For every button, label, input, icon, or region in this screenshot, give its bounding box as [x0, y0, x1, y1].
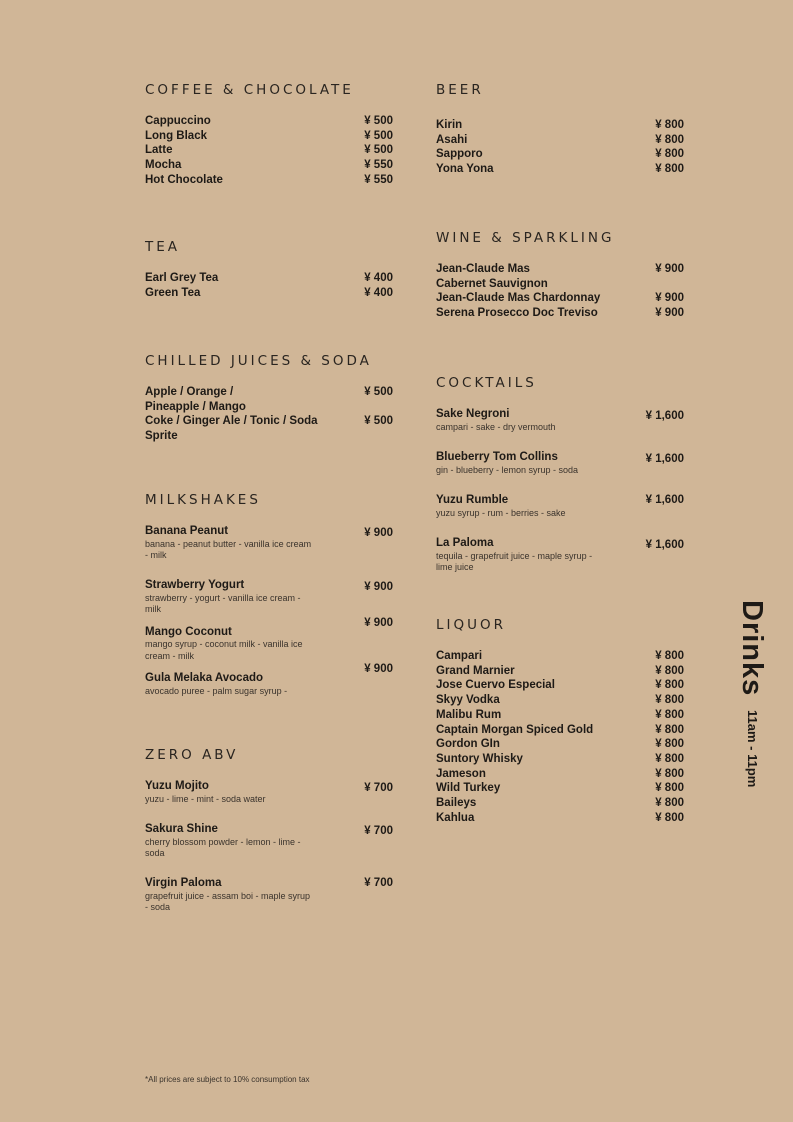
- section-tea: [145, 239, 395, 300]
- item-name: Yuzu Rumble: [436, 494, 509, 506]
- item-name: Wild Turkey: [436, 782, 501, 795]
- menu-item: [436, 752, 686, 767]
- menu-item: [436, 306, 686, 321]
- menu-item: [436, 162, 686, 177]
- side-title: [735, 600, 768, 788]
- section-liquor: [436, 617, 686, 825]
- item-price: ¥ 800: [655, 163, 684, 176]
- item-name: Malibu Rum: [436, 708, 502, 721]
- menu-item: [145, 822, 395, 859]
- menu-item: [145, 779, 395, 805]
- menu-item: [145, 271, 395, 286]
- menu-item: [436, 678, 686, 693]
- menu-item: [436, 493, 686, 519]
- item-name: Apple / Orange / Pineapple / Mango: [145, 386, 246, 413]
- item-name: Sake Negroni: [436, 408, 510, 420]
- menu-item: [436, 781, 686, 796]
- item-name: Skyy Vodka: [436, 694, 500, 707]
- section-milkshakes: [145, 492, 395, 697]
- item-price: ¥ 900: [364, 527, 393, 539]
- item-name: Jean-Claude Mas Chardonnay: [436, 292, 601, 305]
- section-cocktails: [436, 375, 686, 573]
- item-price: ¥ 800: [655, 119, 684, 131]
- menu-item: [145, 129, 395, 144]
- section-title: TEA: [145, 239, 181, 255]
- item-name: Grand Marnier: [436, 664, 515, 677]
- item-name: Sakura Shine: [145, 823, 218, 835]
- menu-item: [436, 737, 686, 752]
- menu-item: [145, 578, 395, 615]
- item-price: ¥ 900: [364, 581, 393, 594]
- item-name: Earl Grey Tea: [145, 272, 219, 284]
- menu-item: [145, 662, 395, 697]
- item-price: ¥ 1,600: [645, 410, 684, 422]
- item-description: campari - sake - dry vermouth: [436, 421, 556, 432]
- menu-item: [436, 664, 686, 679]
- item-name: Kahlua: [436, 811, 475, 824]
- item-name: Yona Yona: [436, 163, 494, 176]
- menu-item: [145, 524, 395, 561]
- section-coffee-chocolate: [145, 82, 395, 188]
- item-price: ¥ 1,600: [645, 539, 684, 551]
- menu-item: [145, 385, 395, 414]
- item-name: Blueberry Tom Collins: [436, 451, 558, 463]
- menu-item: [145, 143, 395, 158]
- item-name: La Paloma: [436, 537, 494, 549]
- item-price: ¥ 800: [655, 723, 684, 736]
- item-price: ¥ 800: [655, 708, 684, 721]
- item-price: ¥ 800: [655, 148, 684, 161]
- menu-item: [436, 723, 686, 738]
- item-price: ¥ 550: [364, 173, 393, 186]
- item-price: ¥ 800: [655, 738, 684, 751]
- item-price: ¥ 800: [655, 782, 684, 795]
- section-title: LIQUOR: [436, 617, 507, 633]
- item-name: Jean-Claude Mas Cabernet Sauvignon: [436, 263, 548, 290]
- item-price: ¥ 500: [364, 144, 393, 157]
- item-name: Gordon GIn: [436, 738, 500, 751]
- item-price: ¥ 800: [655, 797, 684, 810]
- item-price: ¥ 1,600: [645, 453, 684, 465]
- section-title: COCKTAILS: [436, 375, 537, 391]
- item-description: strawberry - yogurt - vanilla ice cream - milk: [145, 593, 301, 615]
- menu-item: [436, 133, 686, 148]
- item-price: ¥ 500: [364, 386, 393, 398]
- menu-item: [436, 118, 686, 133]
- item-price: ¥ 800: [655, 811, 684, 824]
- item-name: Strawberry Yogurt: [145, 579, 245, 592]
- section-title: BEER: [436, 82, 484, 98]
- item-name: Serena Prosecco Doc Treviso: [436, 307, 598, 320]
- item-price: ¥ 800: [655, 679, 684, 692]
- menu-item: [436, 407, 686, 433]
- item-name: Banana Peanut: [145, 525, 229, 537]
- item-name: Captain Morgan Spiced Gold: [436, 723, 594, 736]
- opening-hours: 11am - 11pm: [745, 710, 760, 788]
- section-title: MILKSHAKES: [145, 492, 261, 508]
- menu-title: Drinks: [736, 600, 768, 697]
- item-description: yuzu syrup - rum - berries - sake: [436, 507, 566, 518]
- item-name: Baileys: [436, 797, 477, 810]
- item-name: Coke / Ginger Ale / Tonic / Soda Sprite: [145, 415, 318, 443]
- item-price: ¥ 500: [364, 415, 393, 428]
- item-name: Mocha: [145, 159, 182, 172]
- menu-item: [145, 173, 395, 188]
- item-price: ¥ 550: [364, 159, 393, 172]
- menu-item: [145, 414, 395, 443]
- section-title: WINE & SPARKLING: [436, 230, 615, 246]
- menu-item: [145, 286, 395, 301]
- item-name: Virgin Paloma: [145, 877, 222, 890]
- menu-item: [436, 536, 686, 573]
- item-description: grapefruit juice - assam boi - maple syrup - soda: [145, 891, 311, 913]
- item-price: ¥ 700: [364, 877, 393, 890]
- item-name: Campari: [436, 650, 483, 662]
- item-price: ¥ 900: [655, 292, 684, 305]
- item-description: yuzu - lime - mint - soda water: [145, 793, 266, 804]
- item-name: Suntory Whisky: [436, 752, 523, 765]
- menu-item: [145, 876, 395, 913]
- item-name: Cappuccino: [145, 115, 211, 127]
- item-name: Yuzu Mojito: [145, 780, 209, 792]
- menu-item: [145, 114, 395, 129]
- item-price: ¥ 900: [655, 263, 684, 275]
- item-name: Latte: [145, 144, 173, 157]
- item-description: avocado puree - palm sugar syrup -: [145, 685, 288, 696]
- menu-item: [436, 262, 686, 291]
- item-description: cherry blossom powder - lemon - lime - soda: [145, 836, 301, 858]
- menu-item: [436, 649, 686, 664]
- menu-item: [436, 767, 686, 782]
- item-price: ¥ 800: [655, 752, 684, 765]
- item-price: ¥ 700: [364, 782, 393, 794]
- menu-item: [436, 450, 686, 476]
- item-price: ¥ 800: [655, 767, 684, 780]
- item-price: ¥ 500: [364, 115, 393, 127]
- menu-item: [436, 147, 686, 162]
- item-description: banana - peanut butter - vanilla ice cream - milk: [145, 538, 312, 560]
- menu-item: [145, 158, 395, 173]
- item-name: Hot Chocolate: [145, 173, 223, 186]
- item-name: Jameson: [436, 767, 486, 780]
- menu-item: [436, 708, 686, 723]
- item-price: ¥ 800: [655, 694, 684, 707]
- item-price: ¥ 800: [655, 133, 684, 146]
- section-wine-sparkling: [436, 230, 686, 321]
- item-price: ¥ 400: [364, 272, 393, 284]
- item-name: Asahi: [436, 133, 468, 146]
- section-title: COFFEE & CHOCOLATE: [145, 82, 354, 98]
- item-price: ¥ 500: [364, 129, 393, 142]
- item-name: Jose Cuervo Especial: [436, 679, 555, 692]
- item-price: ¥ 400: [364, 286, 393, 299]
- item-price: ¥ 800: [655, 664, 684, 677]
- item-name: Long Black: [145, 129, 207, 142]
- menu-item: [436, 796, 686, 811]
- menu-item: [145, 616, 395, 662]
- menu-item: [436, 693, 686, 708]
- item-name: Mango Coconut: [145, 625, 232, 638]
- item-description: gin - blueberry - lemon syrup - soda: [436, 464, 579, 475]
- tax-footnote: *All prices are subject to 10% consumption tax: [145, 1075, 310, 1084]
- item-name: Sapporo: [436, 148, 483, 161]
- item-name: Green Tea: [145, 286, 201, 299]
- section-chilled-juices-soda: [145, 353, 395, 444]
- item-price: ¥ 1,600: [645, 494, 684, 506]
- item-price: ¥ 900: [655, 307, 684, 320]
- item-name: Kirin: [436, 119, 463, 131]
- section-zero-abv: [145, 747, 395, 914]
- section-title: CHILLED JUICES & SODA: [145, 353, 372, 369]
- menu-item: [436, 291, 686, 306]
- item-description: mango syrup - coconut milk - vanilla ice cream - milk: [145, 639, 303, 661]
- item-price: ¥ 900: [364, 616, 393, 629]
- item-price: ¥ 800: [655, 650, 684, 662]
- item-description: tequila - grapefruit juice - maple syrup - lime juice: [436, 550, 593, 572]
- item-price: ¥ 700: [364, 825, 393, 837]
- item-price: ¥ 900: [364, 662, 393, 675]
- section-title: ZERO ABV: [145, 747, 239, 763]
- section-beer: [436, 82, 686, 177]
- item-name: Gula Melaka Avocado: [145, 671, 264, 684]
- menu-item: [436, 811, 686, 826]
